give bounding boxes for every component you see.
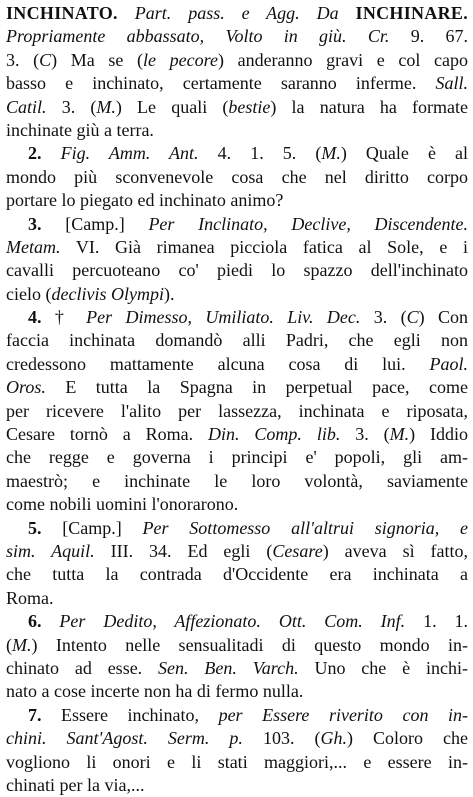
text-segment: Sen. Ben. Varch. [142, 657, 299, 678]
text-segment: † [41, 307, 87, 328]
text-segment: ) Quale è al [340, 143, 468, 164]
text-segment: Sall. [416, 73, 468, 94]
text-segment: credessono mattamente alcuna cosa di lui. [6, 353, 406, 374]
text-segment: Metam. [6, 236, 61, 257]
text-segment: 3. ( [360, 307, 407, 328]
text-line [6, 25, 468, 48]
text-segment: chinato ad esse. [6, 657, 143, 678]
text-segment: Per Inclinato, Declive, Discendente. [148, 213, 468, 234]
text-segment: Fig. Amm. Ant. [60, 143, 199, 164]
text-segment: ) anderanno gravi e col capo [217, 49, 468, 70]
text-segment: per ricevere l'alito per lassezza, inchinata e riposata, [6, 400, 468, 421]
text-segment: le pecore [143, 49, 218, 70]
text-line [6, 610, 468, 633]
text-segment: Din. Comp. lib. [193, 424, 341, 445]
text-line [6, 2, 468, 25]
text-segment: che tutta la contrada d'Occidente era inchinata a [6, 564, 468, 585]
text-segment: [Camp.] [41, 213, 149, 234]
text-segment: C [406, 307, 419, 328]
text-segment: Per Dedito, Affezionato. Ott. Com. Inf. [59, 611, 406, 632]
text-segment: ( [6, 634, 12, 655]
text-line [6, 446, 468, 469]
text-segment: Paol. [405, 353, 468, 374]
text-segment: maestrò; e inchinate le loro volontà, saviamente [6, 470, 468, 491]
text-line [6, 540, 468, 563]
text-segment: basso e inchinato, certamente saranno inferme. [6, 73, 417, 94]
text-segment: Roma. [6, 587, 54, 608]
text-line [6, 563, 468, 586]
text-segment: 1. 1. [405, 611, 468, 632]
text-segment: portare lo piegato ed inchinato animo? [6, 190, 284, 211]
text-line [6, 189, 468, 212]
text-segment: Gh. [320, 728, 347, 749]
text-segment: Catil. [6, 96, 47, 117]
text-line [6, 306, 468, 329]
text-segment: Uno che è inchi- [298, 657, 468, 678]
text-line [6, 213, 468, 236]
text-segment: III. 34. Ed egli ( [94, 540, 273, 561]
text-line [6, 142, 468, 165]
text-line [6, 634, 468, 657]
text-line [6, 751, 468, 774]
text-segment: chinati per la via,... [6, 774, 145, 795]
text-segment: ) Iddio [409, 424, 468, 445]
text-segment: M. [321, 143, 341, 164]
text-line [6, 727, 468, 750]
text-segment: VI. Già rimanea picciola fatica al Sole, e i [60, 236, 468, 257]
text-segment: 9. 67. [389, 26, 468, 47]
text-line [6, 493, 468, 516]
text-segment: ) Coloro che [346, 728, 468, 749]
text-segment: ) aveva sì fatto, [322, 540, 468, 561]
text-line [6, 423, 468, 446]
text-line [6, 329, 468, 352]
text-line [6, 587, 468, 610]
text-segment: Per Dimesso, Umiliato. Liv. Dec. [86, 307, 361, 328]
text-line [6, 236, 468, 259]
text-line [6, 376, 468, 399]
text-line [6, 517, 468, 540]
text-line [6, 283, 468, 306]
text-segment: Propriamente abbassato, Volto in giù. Cr. [6, 26, 390, 47]
text-segment: ) Le quali ( [115, 96, 229, 117]
text-segment: ) Con [418, 307, 468, 328]
text-segment: Part. pass. e Agg. Da [134, 3, 339, 23]
text-segment: Per Sottomesso all'altrui signoria, e [142, 517, 468, 538]
text-segment: come nobili uomini l'onorarono. [6, 494, 239, 515]
headword: INCHINARE. [355, 3, 468, 23]
text-segment: E tutta la Spagna in perpetual pace, come [45, 377, 468, 398]
text-segment: ) Ma se ( [51, 49, 144, 70]
text-segment: M. [389, 424, 410, 445]
text-line [6, 470, 468, 493]
text-segment: declivis Olympi [51, 283, 164, 304]
sense-number: 4. [28, 307, 42, 328]
text-segment: inchinate giù a terra. [6, 119, 154, 140]
text-line [6, 400, 468, 423]
sense-number: 5. [28, 517, 42, 538]
text-line [6, 72, 468, 95]
text-segment: C [39, 49, 52, 70]
text-segment: 103. ( [242, 728, 321, 749]
text-segment: vogliono li onori e li stati maggiori,... e essere in- [6, 751, 468, 772]
headword: INCHINATO. [6, 3, 118, 23]
text-line [6, 49, 468, 72]
text-line [6, 166, 468, 189]
sense-number: 6. [28, 611, 42, 632]
text-line [6, 353, 468, 376]
text-segment [118, 3, 135, 23]
text-segment: per Essere riverito con in- [218, 704, 468, 725]
text-segment: cielo ( [6, 283, 52, 304]
text-segment: chini. Sant'Agost. Serm. p. [6, 728, 243, 749]
text-segment: Essere inchinato, [41, 704, 219, 725]
text-line [6, 259, 468, 282]
text-line [6, 96, 468, 119]
text-segment: 3. ( [340, 424, 390, 445]
text-segment: M. [96, 96, 116, 117]
text-segment: che regge e governa i principi e' popoli, gli am- [6, 447, 468, 468]
sense-number: 2. [28, 143, 42, 164]
text-line [6, 119, 468, 142]
text-line [6, 774, 468, 797]
text-segment: Oros. [6, 377, 46, 398]
text-segment: sim. Aquil. [6, 540, 95, 561]
text-segment [42, 143, 61, 163]
text-line [6, 680, 468, 703]
text-segment: 4. 1. 5. ( [198, 143, 322, 164]
text-segment [339, 3, 356, 23]
text-segment: Cesare tornò a Roma. [6, 424, 194, 445]
text-segment: ). [163, 283, 175, 304]
text-segment: faccia inchinata domandò alli Padri, che egli non [6, 330, 468, 351]
sense-number: 3. [28, 213, 42, 234]
text-segment: 3. ( [6, 49, 40, 70]
text-segment: 3. ( [46, 96, 97, 117]
text-segment: nato a cose incerte non ha di fermo nulla. [6, 681, 304, 702]
text-segment: [Camp.] [41, 517, 143, 538]
text-segment: M. [12, 634, 32, 655]
text-segment: cavalli percuoteano co' piedi lo spazzo dell'inchinato [6, 260, 468, 281]
text-segment: ) la natura ha formate [270, 96, 468, 117]
text-segment: Cesare [272, 540, 323, 561]
text-line [6, 657, 468, 680]
sense-number: 7. [28, 704, 42, 725]
text-segment: mondo più sconvenevole cosa che nel diritto corpo [6, 166, 468, 187]
text-segment [42, 611, 60, 631]
text-segment: bestie [228, 96, 271, 117]
text-segment: ) Intento nelle sensualitadi di questo mondo in- [31, 634, 468, 655]
